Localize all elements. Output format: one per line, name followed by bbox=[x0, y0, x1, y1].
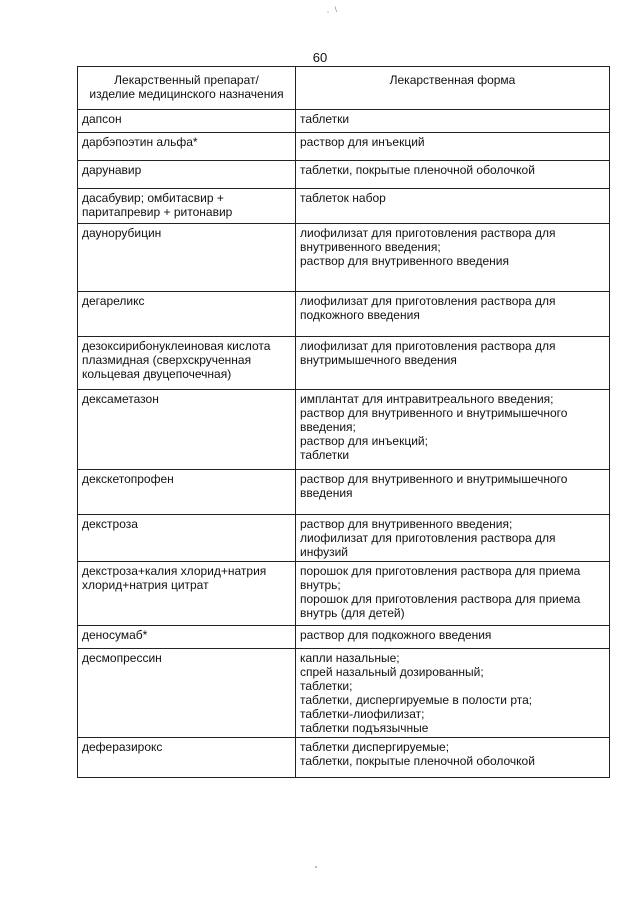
table-row bbox=[78, 626, 610, 649]
dosage-form-line: капли назальные; bbox=[300, 651, 400, 665]
drug-name-line: деферазирокс bbox=[82, 740, 163, 754]
dosage-form-line: таблетки, диспергируемые в полости рта; bbox=[300, 693, 533, 707]
dosage-form-line: таблетки; bbox=[300, 679, 353, 693]
drug-name-cell bbox=[78, 110, 296, 133]
drug-name-line: дасабувир; омбитасвир + bbox=[82, 191, 224, 205]
dosage-form-cell bbox=[296, 337, 610, 390]
dosage-form-line: имплантат для интравитреального введения; bbox=[300, 392, 554, 406]
dosage-form-line: таблетки подъязычные bbox=[300, 721, 429, 735]
dosage-form-line: таблеток набор bbox=[300, 191, 386, 205]
drug-name-cell bbox=[78, 626, 296, 649]
drug-name-cell bbox=[78, 189, 296, 224]
dosage-form-line: раствор для инъекций bbox=[300, 135, 425, 149]
dosage-form-line: раствор для внутривенного и внутримышечного bbox=[300, 472, 568, 486]
drug-name-line: кольцевая двуцепочечная) bbox=[82, 367, 232, 381]
dosage-form-cell bbox=[296, 470, 610, 515]
dosage-form-line: лиофилизат для приготовления раствора для bbox=[300, 226, 556, 240]
header-form bbox=[296, 67, 610, 110]
drug-table bbox=[77, 66, 610, 778]
table-row bbox=[78, 562, 610, 626]
drug-name-cell bbox=[78, 292, 296, 337]
dosage-form-line: раствор для внутривенного и внутримышечного bbox=[300, 406, 568, 420]
dosage-form-line: таблетки, покрытые пленочной оболочкой bbox=[300, 163, 535, 177]
page-number: 60 bbox=[312, 50, 328, 65]
table-row bbox=[78, 189, 610, 224]
dosage-form-line: раствор для внутривенного введения; bbox=[300, 517, 513, 531]
dosage-form-line: порошок для приготовления раствора для приема bbox=[300, 592, 581, 606]
dosage-form-line: внутрь; bbox=[300, 578, 341, 592]
dosage-form-line: таблетки bbox=[300, 112, 350, 126]
dosage-form-line: таблетки, покрытые пленочной оболочкой bbox=[300, 754, 535, 768]
drug-name-line: десмопрессин bbox=[82, 651, 162, 665]
drug-name-line: дексаметазон bbox=[82, 392, 159, 406]
table-row bbox=[78, 110, 610, 133]
dosage-form-line: внутрь (для детей) bbox=[300, 606, 405, 620]
table-header-row bbox=[78, 67, 610, 110]
header-drug bbox=[78, 67, 296, 110]
drug-name-cell bbox=[78, 562, 296, 626]
dosage-form-cell bbox=[296, 189, 610, 224]
header-form-line: Лекарственная форма bbox=[389, 73, 516, 87]
dosage-form-line: лиофилизат для приготовления раствора для bbox=[300, 294, 556, 308]
dosage-form-cell bbox=[296, 626, 610, 649]
dosage-form-line: внутривенного введения; bbox=[300, 240, 441, 254]
dosage-form-line: таблетки-лиофилизат; bbox=[300, 707, 425, 721]
drug-name-line: плазмидная (сверхскрученная bbox=[82, 353, 252, 367]
drug-name-cell bbox=[78, 515, 296, 562]
dosage-form-cell bbox=[296, 224, 610, 292]
table-row bbox=[78, 649, 610, 738]
header-drug-line: Лекарственный препарат/ bbox=[114, 73, 259, 87]
dosage-form-cell bbox=[296, 515, 610, 562]
table-row bbox=[78, 470, 610, 515]
dosage-form-line: инфузий bbox=[300, 545, 348, 559]
header-drug-line: изделие медицинского назначения bbox=[89, 87, 284, 101]
drug-name-cell bbox=[78, 224, 296, 292]
dosage-form-line: введения bbox=[300, 486, 353, 500]
drug-name-line: паритапревир + ритонавир bbox=[82, 205, 233, 219]
dosage-form-cell bbox=[296, 738, 610, 778]
drug-name-line: деносумаб* bbox=[82, 628, 148, 642]
drug-name-cell bbox=[78, 133, 296, 161]
drug-name-line: хлорид+натрия цитрат bbox=[82, 578, 209, 592]
drug-name-cell bbox=[78, 161, 296, 189]
drug-name-line: дарбэпоэтин альфа* bbox=[82, 135, 198, 149]
table-row bbox=[78, 161, 610, 189]
dosage-form-line: раствор для инъекций; bbox=[300, 434, 428, 448]
table-row bbox=[78, 337, 610, 390]
drug-name-cell bbox=[78, 390, 296, 470]
dosage-form-cell bbox=[296, 292, 610, 337]
drug-name-line: даунорубицин bbox=[82, 226, 162, 240]
table-row bbox=[78, 224, 610, 292]
table-row bbox=[78, 515, 610, 562]
drug-name-line: дарунавир bbox=[82, 163, 142, 177]
drug-name-line: декстроза+калия хлорид+натрия bbox=[82, 564, 267, 578]
dosage-form-cell bbox=[296, 390, 610, 470]
table-row bbox=[78, 738, 610, 778]
dosage-form-line: внутримышечного введения bbox=[300, 353, 457, 367]
drug-name-line: декстроза bbox=[82, 517, 138, 531]
dosage-form-line: порошок для приготовления раствора для приема bbox=[300, 564, 581, 578]
drug-name-cell bbox=[78, 337, 296, 390]
table-row bbox=[78, 133, 610, 161]
dosage-form-line: раствор для подкожного введения bbox=[300, 628, 492, 642]
table-row bbox=[78, 390, 610, 470]
dosage-form-line: раствор для внутривенного введения bbox=[300, 254, 509, 268]
dosage-form-cell bbox=[296, 133, 610, 161]
scan-dot bbox=[315, 866, 317, 868]
drug-name-line: дезоксирибонуклеиновая кислота bbox=[82, 339, 271, 353]
dosage-form-line: подкожного введения bbox=[300, 308, 420, 322]
dosage-form-line: таблетки диспергируемые; bbox=[300, 740, 450, 754]
dosage-form-cell bbox=[296, 161, 610, 189]
drug-name-line: дегареликс bbox=[82, 294, 145, 308]
drug-name-line: дапсон bbox=[82, 112, 122, 126]
drug-name-cell bbox=[78, 738, 296, 778]
dosage-form-line: спрей назальный дозированный; bbox=[300, 665, 484, 679]
drug-name-line: декскетопрофен bbox=[82, 472, 174, 486]
dosage-form-line: лиофилизат для приготовления раствора для bbox=[300, 531, 556, 545]
dosage-form-cell bbox=[296, 649, 610, 738]
drug-name-cell bbox=[78, 470, 296, 515]
dosage-form-line: введения; bbox=[300, 420, 356, 434]
scan-mark: , \ bbox=[327, 7, 339, 14]
drug-name-cell bbox=[78, 649, 296, 738]
dosage-form-line: таблетки bbox=[300, 448, 350, 462]
dosage-form-cell bbox=[296, 562, 610, 626]
dosage-form-line: лиофилизат для приготовления раствора для bbox=[300, 339, 556, 353]
dosage-form-cell bbox=[296, 110, 610, 133]
table-row bbox=[78, 292, 610, 337]
